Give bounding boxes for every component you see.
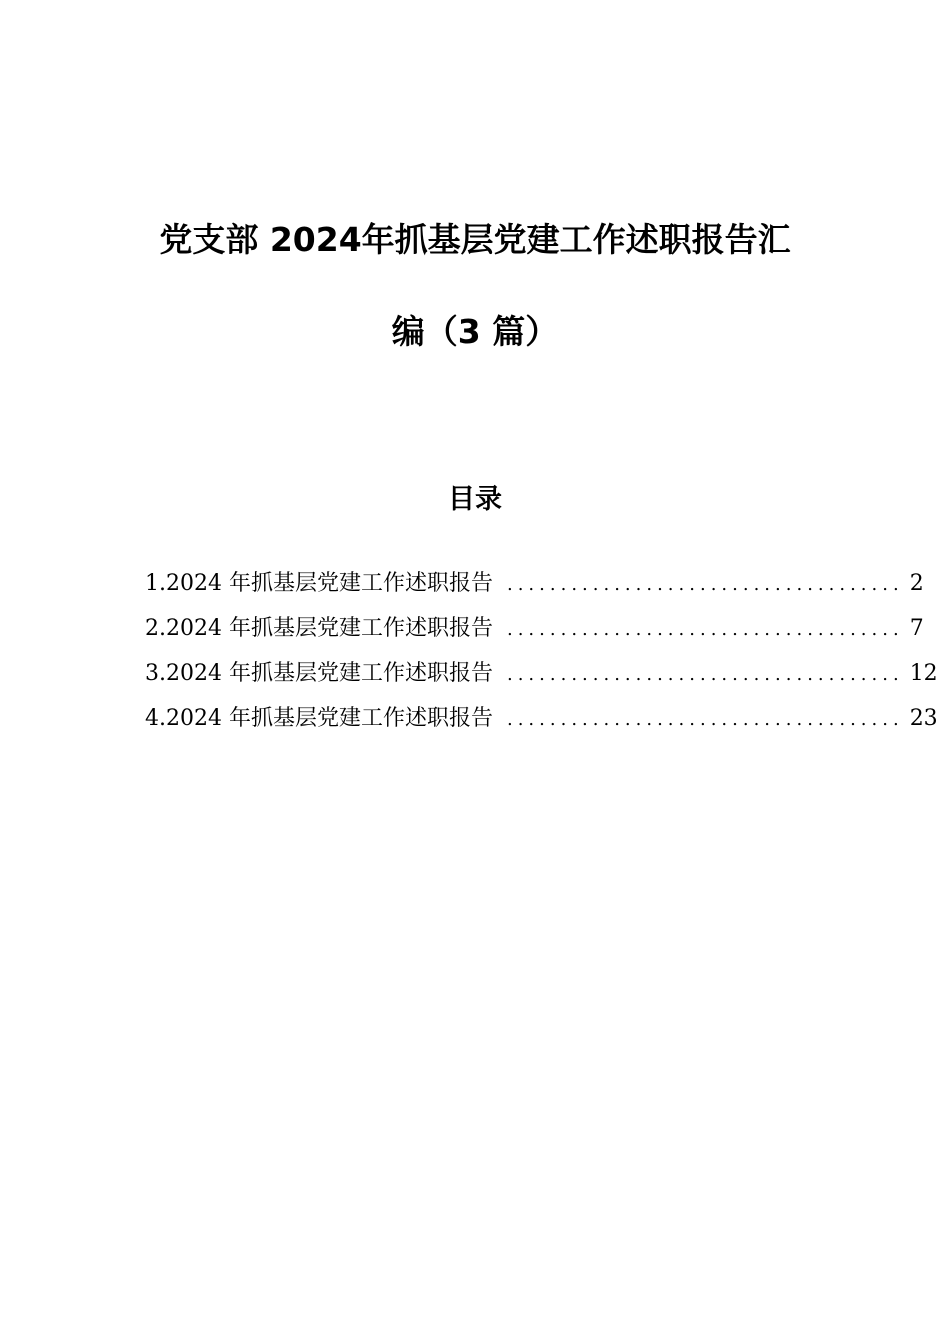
- toc-leader-dots: .....................................: [506, 664, 904, 685]
- toc-heading: 目录: [448, 484, 502, 515]
- document-title-line-1: 党支部 2024年抓基层党建工作述职报告汇: [159, 220, 791, 259]
- toc-entry[interactable]: [145, 699, 938, 744]
- toc-entry-page: 23: [909, 706, 938, 731]
- toc-entry-label: 1.2024 年抓基层党建工作述职报告: [145, 571, 493, 596]
- toc-entry-page: 2: [909, 571, 924, 596]
- toc-entry-page: 7: [909, 616, 924, 641]
- toc-leader-dots: .....................................: [506, 709, 904, 730]
- table-of-contents: [145, 564, 938, 744]
- toc-entry-label: 4.2024 年抓基层党建工作述职报告: [145, 706, 493, 731]
- toc-entry[interactable]: [145, 654, 938, 699]
- document-title-line-2: 编（3 篇）: [391, 312, 559, 351]
- toc-entry-label: 2.2024 年抓基层党建工作述职报告: [145, 616, 493, 641]
- toc-entry-page: 12: [909, 661, 938, 686]
- toc-entry[interactable]: [145, 564, 924, 609]
- toc-leader-dots: .....................................: [506, 574, 904, 595]
- toc-entry-label: 3.2024 年抓基层党建工作述职报告: [145, 661, 493, 686]
- toc-leader-dots: .....................................: [506, 619, 904, 640]
- toc-entry[interactable]: [145, 609, 924, 654]
